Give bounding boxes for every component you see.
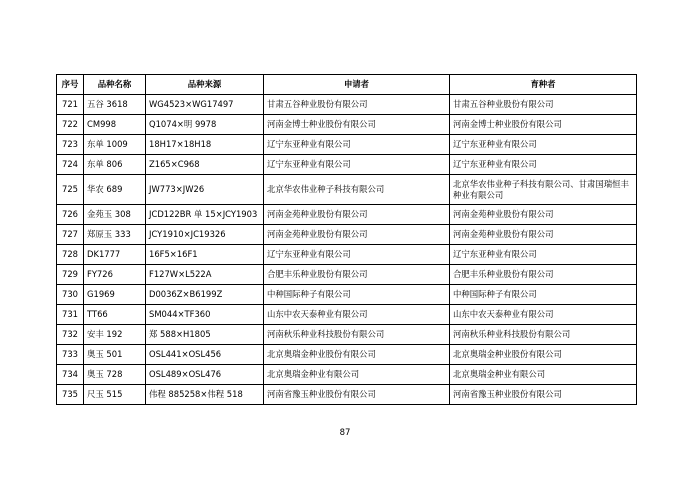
cell-breeder: 合肥丰乐种业股份有限公司: [450, 265, 637, 285]
cell-applicant: 北京奥瑞金种业股份有限公司: [264, 345, 450, 365]
cell-variety-name: 奥玉 728: [84, 365, 146, 385]
header-variety-source: 品种来源: [146, 75, 264, 95]
cell-serial-number: 732: [57, 325, 84, 345]
cell-applicant: 甘肃五谷种业股份有限公司: [264, 95, 450, 115]
cell-breeder: 甘肃五谷种业股份有限公司: [450, 95, 637, 115]
cell-breeder: 辽宁东亚种业有限公司: [450, 155, 637, 175]
cell-variety-source: Q1074×明 9978: [146, 115, 264, 135]
header-variety-name: 品种名称: [84, 75, 146, 95]
cell-variety-name: 郑原玉 333: [84, 225, 146, 245]
cell-variety-source: Z165×C968: [146, 155, 264, 175]
cell-variety-name: 东单 1009: [84, 135, 146, 155]
table-row: [57, 225, 637, 245]
variety-table: [56, 74, 637, 405]
cell-variety-name: 奥玉 501: [84, 345, 146, 365]
cell-serial-number: 724: [57, 155, 84, 175]
cell-applicant: 河南省豫玉种业股份有限公司: [264, 385, 450, 405]
table-row: [57, 385, 637, 405]
cell-breeder: 北京奥瑞金种业有限公司: [450, 365, 637, 385]
cell-variety-name: TT66: [84, 305, 146, 325]
cell-serial-number: 726: [57, 205, 84, 225]
cell-variety-name: 华农 689: [84, 175, 146, 205]
cell-serial-number: 733: [57, 345, 84, 365]
cell-variety-source: SM044×TF360: [146, 305, 264, 325]
header-serial-number: 序号: [57, 75, 84, 95]
table-row: [57, 365, 637, 385]
cell-breeder: 山东中农天泰种业有限公司: [450, 305, 637, 325]
cell-applicant: 山东中农天泰种业有限公司: [264, 305, 450, 325]
cell-serial-number: 722: [57, 115, 84, 135]
cell-variety-name: 安丰 192: [84, 325, 146, 345]
cell-applicant: 中种国际种子有限公司: [264, 285, 450, 305]
cell-serial-number: 730: [57, 285, 84, 305]
cell-applicant: 北京华农伟业种子科技有限公司: [264, 175, 450, 205]
cell-variety-source: JW773×JW26: [146, 175, 264, 205]
header-breeder: 育种者: [450, 75, 637, 95]
table-row: [57, 205, 637, 225]
cell-serial-number: 723: [57, 135, 84, 155]
table-header-row: [57, 75, 637, 95]
cell-variety-source: 18H17×18H18: [146, 135, 264, 155]
cell-variety-name: 五谷 3618: [84, 95, 146, 115]
cell-breeder: 辽宁东亚种业有限公司: [450, 135, 637, 155]
cell-breeder: 北京奥瑞金种业股份有限公司: [450, 345, 637, 365]
cell-variety-name: FY726: [84, 265, 146, 285]
cell-applicant: 河南金博士种业股份有限公司: [264, 115, 450, 135]
page-number: 87: [339, 428, 351, 438]
cell-applicant: 合肥丰乐种业股份有限公司: [264, 265, 450, 285]
cell-breeder: 辽宁东亚种业有限公司: [450, 245, 637, 265]
cell-breeder: 河南金博士种业股份有限公司: [450, 115, 637, 135]
cell-applicant: 河南金苑种业股份有限公司: [264, 225, 450, 245]
cell-applicant: 辽宁东亚种业有限公司: [264, 155, 450, 175]
table-row: [57, 245, 637, 265]
table-row: [57, 325, 637, 345]
cell-breeder: 河南金苑种业股份有限公司: [450, 225, 637, 245]
table-row: [57, 135, 637, 155]
cell-variety-name: 金苑玉 308: [84, 205, 146, 225]
cell-applicant: 辽宁东亚种业有限公司: [264, 245, 450, 265]
cell-applicant: 北京奥瑞金种业有限公司: [264, 365, 450, 385]
cell-serial-number: 727: [57, 225, 84, 245]
cell-breeder: 河南省豫玉种业股份有限公司: [450, 385, 637, 405]
cell-variety-source: JCY1910×JC19326: [146, 225, 264, 245]
cell-variety-source: 郑 588×H1805: [146, 325, 264, 345]
cell-variety-source: 伟程 885258×伟程 518: [146, 385, 264, 405]
cell-breeder: 北京华农伟业种子科技有限公司、甘肃国瑞恒丰种业有限公司: [450, 175, 637, 205]
table-row: [57, 95, 637, 115]
cell-breeder: 河南秋乐种业科技股份有限公司: [450, 325, 637, 345]
table-row: [57, 345, 637, 365]
cell-serial-number: 734: [57, 365, 84, 385]
cell-serial-number: 728: [57, 245, 84, 265]
cell-breeder: 河南金苑种业股份有限公司: [450, 205, 637, 225]
cell-variety-name: DK1777: [84, 245, 146, 265]
cell-variety-source: WG4523×WG17497: [146, 95, 264, 115]
cell-serial-number: 725: [57, 175, 84, 205]
header-applicant: 申请者: [264, 75, 450, 95]
table-row: [57, 305, 637, 325]
cell-applicant: 河南秋乐种业科技股份有限公司: [264, 325, 450, 345]
table-row: [57, 265, 637, 285]
cell-variety-source: OSL441×OSL456: [146, 345, 264, 365]
table-row: [57, 115, 637, 135]
cell-variety-name: 尺玉 515: [84, 385, 146, 405]
cell-variety-source: F127W×L522A: [146, 265, 264, 285]
cell-serial-number: 735: [57, 385, 84, 405]
cell-breeder: 中种国际种子有限公司: [450, 285, 637, 305]
cell-serial-number: 731: [57, 305, 84, 325]
cell-serial-number: 729: [57, 265, 84, 285]
cell-serial-number: 721: [57, 95, 84, 115]
cell-variety-name: G1969: [84, 285, 146, 305]
cell-variety-name: 东单 806: [84, 155, 146, 175]
cell-applicant: 辽宁东亚种业有限公司: [264, 135, 450, 155]
cell-variety-source: OSL489×OSL476: [146, 365, 264, 385]
cell-variety-source: 16F5×16F1: [146, 245, 264, 265]
cell-variety-source: D0036Z×B6199Z: [146, 285, 264, 305]
cell-variety-name: CM998: [84, 115, 146, 135]
table-row: [57, 175, 637, 205]
table-body: [57, 95, 637, 405]
cell-variety-source: JCD122BR 单 15×JCY1903: [146, 205, 264, 225]
table-row: [57, 155, 637, 175]
cell-applicant: 河南金苑种业股份有限公司: [264, 205, 450, 225]
table-row: [57, 285, 637, 305]
